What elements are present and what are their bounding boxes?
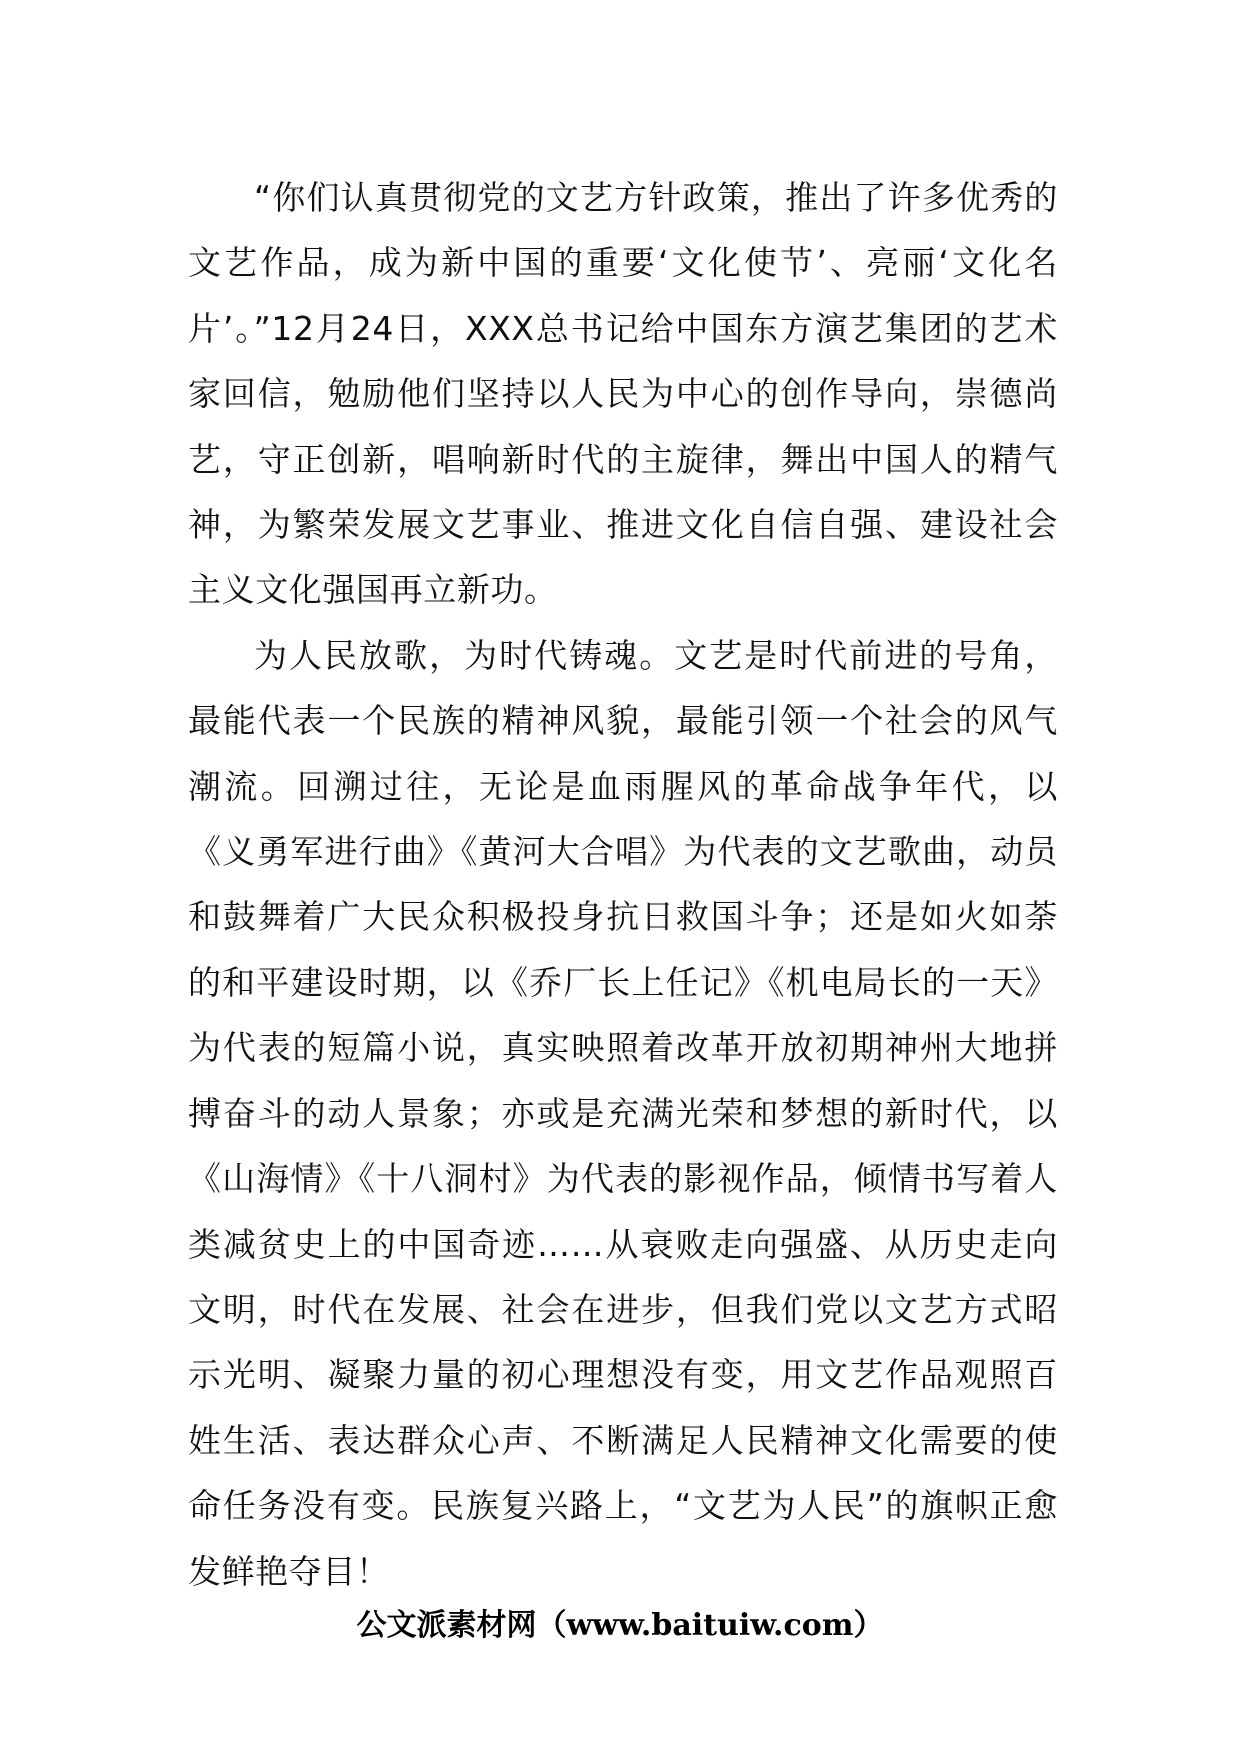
paragraph-1: “你们认真贯彻党的文艺方针政策，推出了许多优秀的文艺作品，成为新中国的重要‘文化使节’、亮丽‘文化名片’。”12月24日，XXX总书记给中国东方演艺集团的艺术家回信，勉励他们坚持以人民为中心的创作导向，崇德尚艺，守正创新，唱响新时代的主旋律，舞出中国人的精气神，为繁荣发展文艺事业、推进文化自信自强、建设社会主义文化强国再立新功。 [188,178,1058,610]
paragraph-2: 为人民放歌，为时代铸魂。文艺是时代前进的号角，最能代表一个民族的精神风貌，最能引领一个社会的风气潮流。回溯过往，无论是血雨腥风的革命战争年代，以《义勇军进行曲》《黄河大合唱》为代表的文艺歌曲，动员和鼓舞着广大民众积极投身抗日救国斗争；还是如火如荼的和平建设时期，以《乔厂长上任记》《机电局长的一天》为代表的短篇小说，真实映照着改革开放初期神州大地拼搏奋斗的动人景象；亦或是充满光荣和梦想的新时代，以《山海情》《十八洞村》为代表的影视作品，倾情书写着人类减贫史上的中国奇迹……从衰败走向强盛、从历史走向文明，时代在发展、社会在进步，但我们党以文艺方式昭示光明、凝聚力量的初心理想没有变，用文艺作品观照百姓生活、表达群众心声、不断满足人民精神文化需要的使命任务没有变。民族复兴路上，“文艺为人民”的旗帜正愈发鲜艳夺目！ [188,635,1058,1591]
document-body [188,165,1058,1604]
footer-source: 公文派素材网（www.baituiw.com） [356,1608,884,1643]
